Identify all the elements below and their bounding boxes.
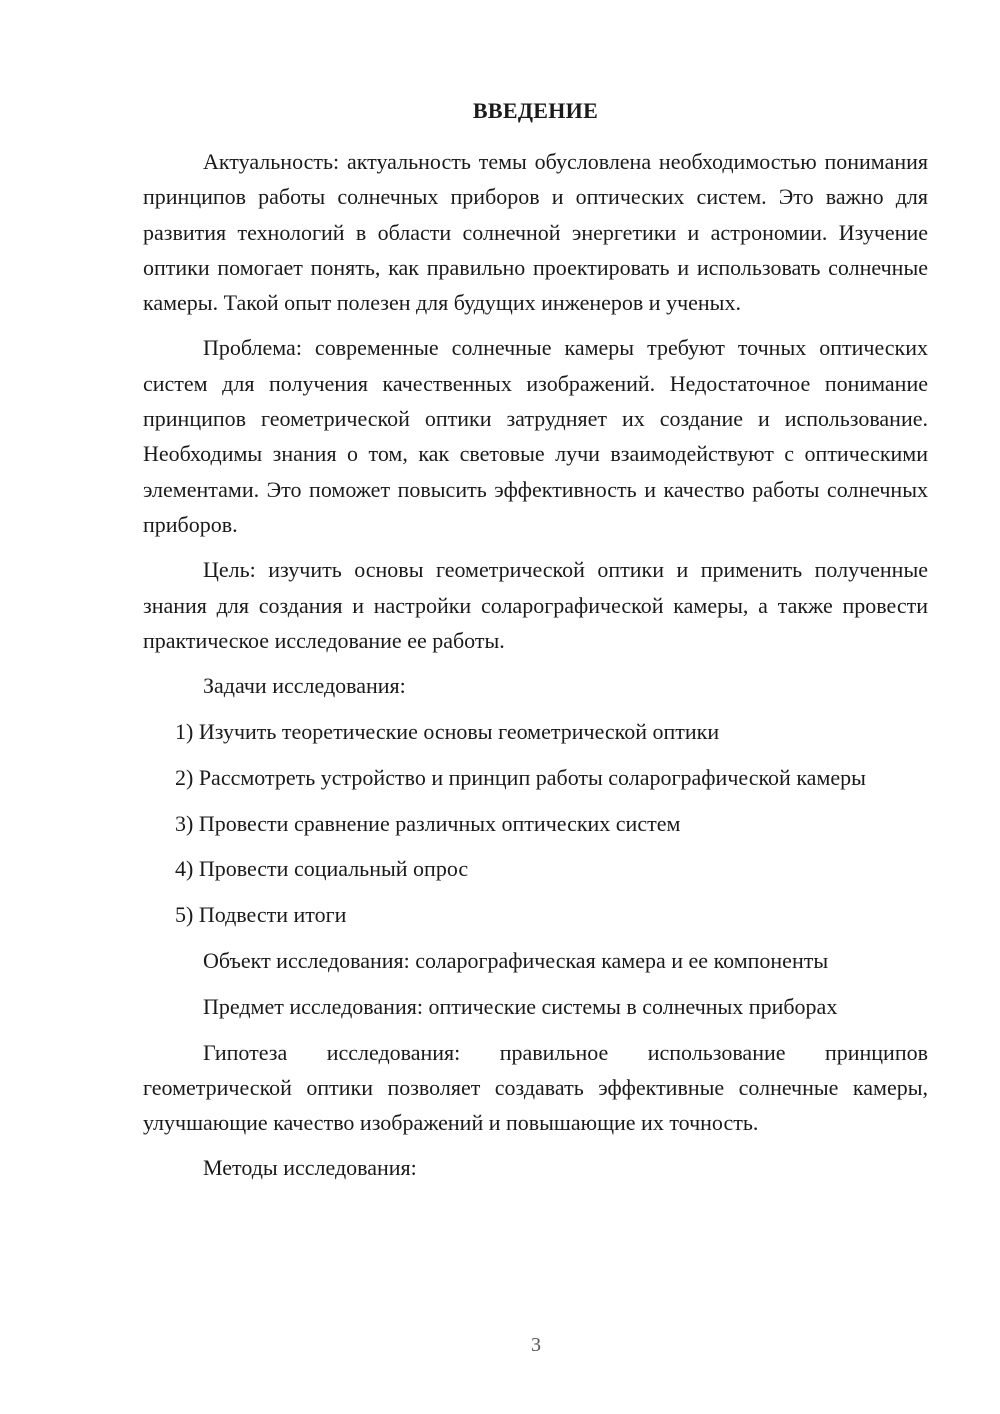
problem-paragraph: Проблема: современные солнечные камеры требуют точных оптических систем для получения качественных изображений. Недостаточное понимание принципов геометрической оптики затрудняет их создание и использование. Необходимы знания о том, как световые лучи взаимодействуют с оптическими элементами. Это поможет повысить эффективность и качество работы солнечных приборов. xyxy=(143,335,928,537)
hypothesis-paragraph: Гипотеза исследования: правильное использование принципов геометрической оптики позволяет создавать эффективные солнечные камеры, улучшающие качество изображений и повышающие их точность. xyxy=(143,1039,928,1136)
object-line: Объект исследования: соларографическая камера и ее компоненты xyxy=(203,947,829,973)
task-item-2: 2) Рассмотреть устройство и принцип работы соларографической камеры xyxy=(175,764,866,790)
tasks-title: Задачи исследования: xyxy=(203,673,406,699)
subject-line: Предмет исследования: оптические системы в солнечных приборах xyxy=(203,993,838,1019)
relevance-paragraph: Актуальность: актуальность темы обусловлена необходимостью понимания принципов работы солнечных приборов и оптических систем. Это важно для развития технологий в области солнечной энергетики и астрономии. Изучение оптики помогает понять, как правильно проектировать и использовать солнечные камеры. Такой опыт полезен для будущих инженеров и ученых. xyxy=(143,149,928,316)
task-item-1: 1) Изучить теоретические основы геометрической оптики xyxy=(175,718,720,744)
document-page xyxy=(143,96,928,1196)
task-item-4: 4) Провести социальный опрос xyxy=(175,856,469,882)
page-number: 3 xyxy=(531,1334,541,1356)
task-item-5: 5) Подвести итоги xyxy=(175,902,347,928)
section-heading: ВВЕДЕНИЕ xyxy=(472,98,599,123)
task-item-3: 3) Провести сравнение различных оптических систем xyxy=(175,810,681,836)
methods-title: Методы исследования: xyxy=(203,1155,417,1181)
goal-paragraph: Цель: изучить основы геометрической оптики и применить полученные знания для создания и настройки соларографической камеры, а также провести практическое исследование ее работы. xyxy=(143,557,928,653)
